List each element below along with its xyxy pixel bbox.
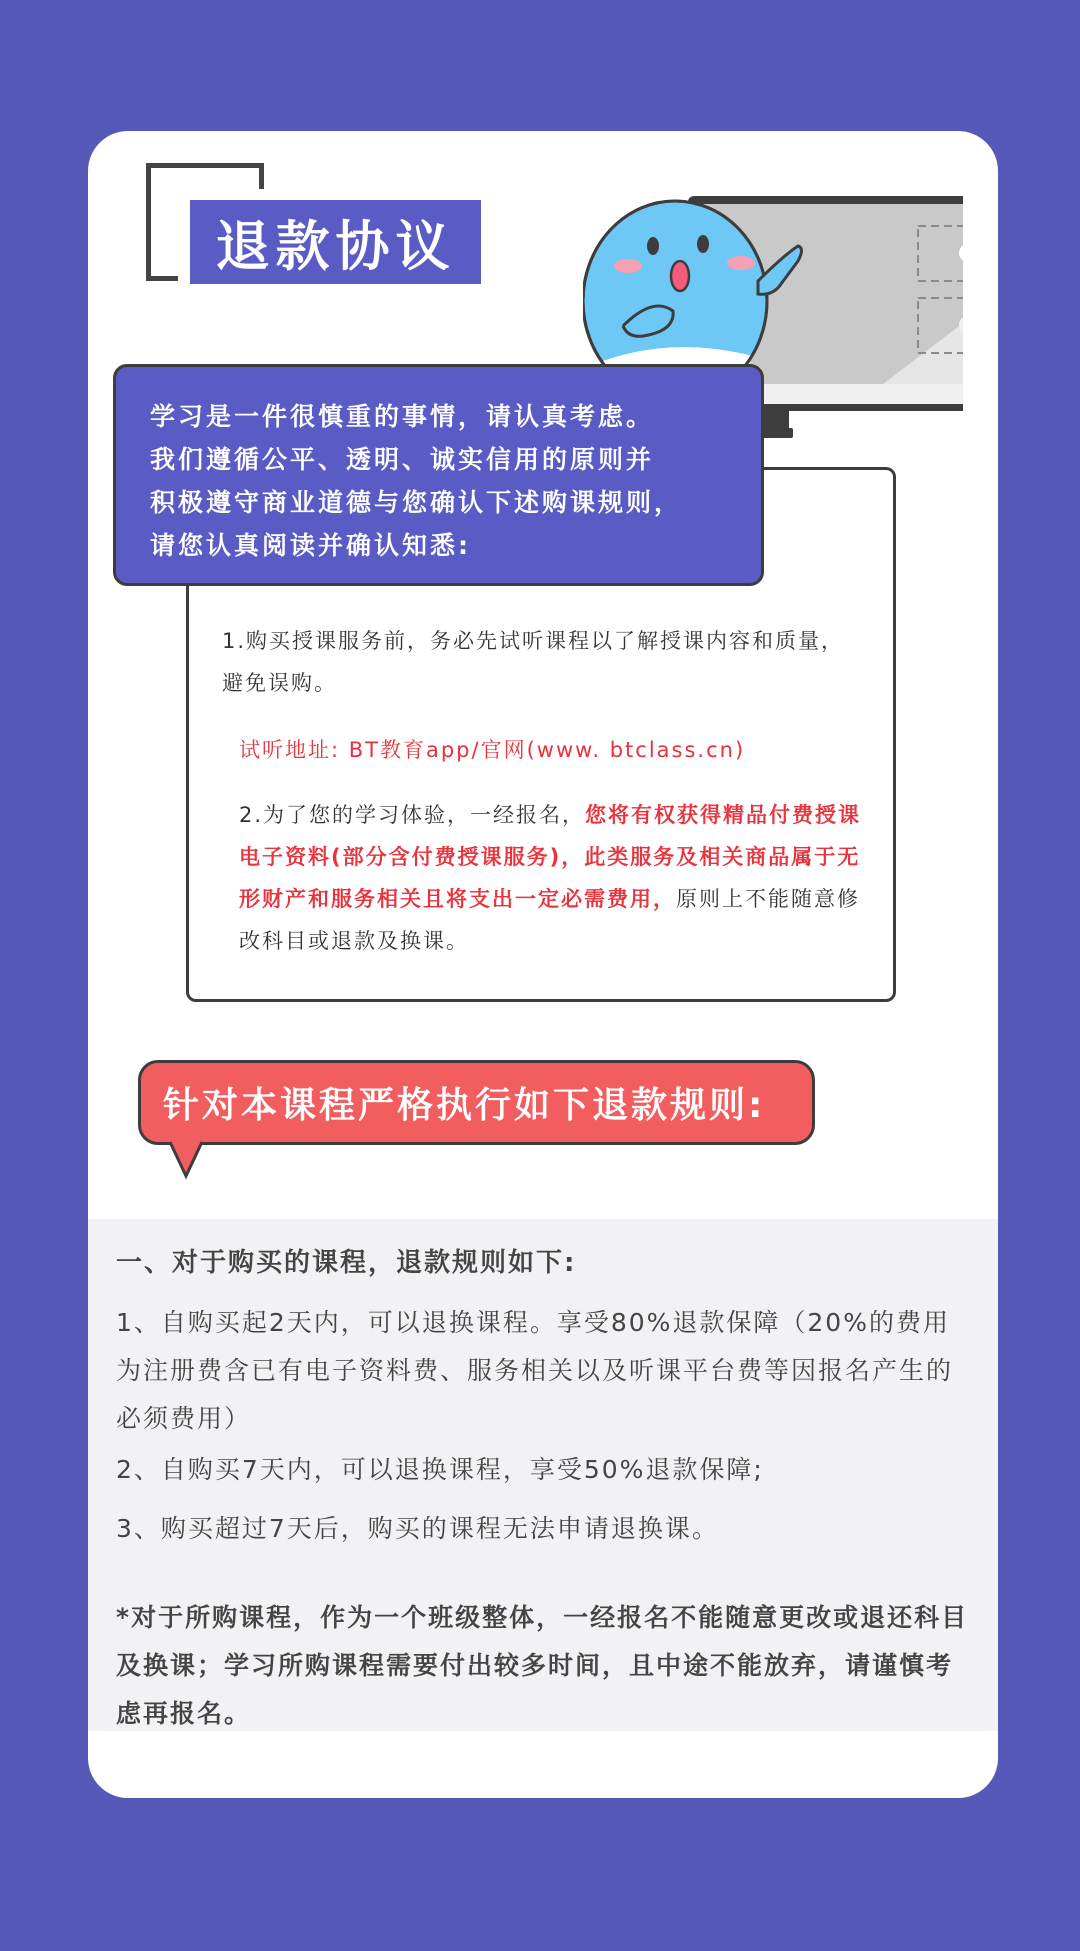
- banner-tail: [168, 1140, 208, 1180]
- agreement-card: [88, 131, 998, 1798]
- mascot-eye-left: [647, 237, 659, 255]
- refund-note: *对于所购课程，作为一个班级整体，一经报名不能随意更改或退还科目及换课；学习所购课程需要付出较多时间，且中途不能放弃，请谨慎考虑再报名。: [116, 1603, 969, 1728]
- mascot-eye-right: [697, 235, 709, 253]
- page-title: 退款协议: [190, 200, 481, 284]
- intro-line: 积极遵守商业道德与您确认下述购课规则，: [150, 488, 683, 517]
- refund-rules-heading: 一、对于购买的课程，退款规则如下:: [116, 1248, 577, 1278]
- intro-line: 请您认真阅读并确认知悉:: [150, 531, 471, 560]
- purchase-rule-2: [239, 794, 879, 962]
- mascot-cheek-right: [727, 256, 755, 270]
- refund-rules-section: [88, 1219, 998, 1731]
- rule2-highlight: 您将有权获得精品付费授课电子资料(部分含付费授课服务)，此类服务及相关商品属于无形财产和服务相关且将支出一定必需费用，: [239, 803, 862, 911]
- intro-line: 学习是一件很慎重的事情，请认真考虑。: [150, 402, 655, 431]
- trial-address: 试听地址: BT教育app/官网(www. btclass.cn): [239, 738, 746, 762]
- intro-line: 我们遵循公平、透明、诚实信用的原则并: [150, 445, 655, 474]
- mascot-cheek-left: [614, 259, 642, 273]
- purchase-rule-1: 1.购买授课服务前，务必先试听课程以了解授课内容和质量，避免误购。: [222, 629, 845, 695]
- intro-box: [113, 364, 764, 586]
- refund-rule-item: 3、购买超过7天后，购买的课程无法申请退换课。: [116, 1514, 719, 1543]
- rule2-prefix: 2.为了您的学习体验，一经报名，: [239, 803, 586, 827]
- refund-rule-item: 2、自购买7天内，可以退换课程，享受50%退款保障;: [116, 1455, 764, 1484]
- refund-rule-item: 1、自购买起2天内，可以退换课程。享受80%退款保障（20%的费用为注册费含已有电子资料费、服务相关以及听课平台费等因报名产生的必须费用）: [116, 1308, 954, 1433]
- mascot-mouth: [671, 261, 689, 291]
- refund-rules-banner: 针对本课程严格执行如下退款规则:: [138, 1060, 815, 1145]
- rule2-suffix: 原则上不能随意修改科目或退款及换课。: [239, 887, 860, 953]
